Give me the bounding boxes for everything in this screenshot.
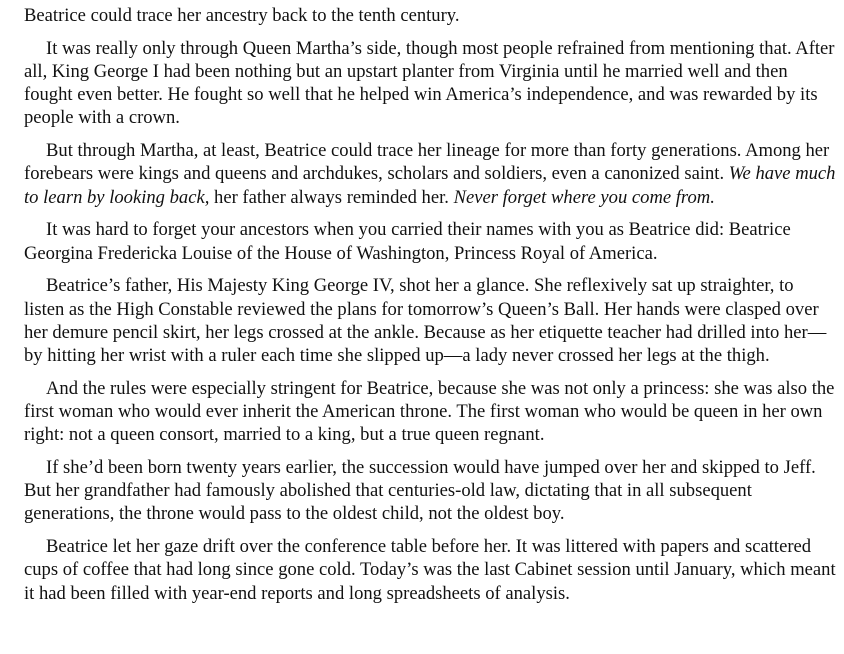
paragraph-text: And the rules were especially stringent for Beatrice, because she was not only a princess: she was also the first woman who would ever inherit the American throne. The first woman who would be queen in her own right: not a queen consort, married to a king, but a true queen regnant. (24, 377, 835, 446)
italic-quote: We have much to learn by looking back, (24, 163, 836, 208)
paragraph-text: Beatrice’s father, His Majesty King George IV, shot her a glance. She reflexively sat up straighter, to listen as the High Constable reviewed the plans for tomorrow’s Queen’s Ball. Her hands were clasped over her demure pencil skirt, her legs crossed at the ankle. Because as her etiquette teacher had drilled into her—by hitting her wrist with a ruler each time she slipped up—a lady never crossed her legs at the thigh. (24, 275, 827, 367)
paragraph-2 (24, 37, 836, 130)
italic-quote: Never forget where you come from. (453, 186, 715, 208)
paragraph-text: But through Martha, at least, Beatrice could trace her lineage for more than forty generations. Among her forebears were kings and queens and archdukes, scholars and soldiers, even a canonized saint. (24, 140, 830, 185)
document-page (24, 4, 836, 614)
paragraph-text: It was hard to forget your ancestors when you carried their names with you as Beatrice did: Beatrice Georgina Fredericka Louise of the House of Washington, Princess Royal of America. (24, 219, 791, 264)
paragraph-text: Beatrice let her gaze drift over the conference table before her. It was littered with papers and scattered cups of coffee that had long since gone cold. Today’s was the last Cabinet session until January, which meant it had been filled with year-end reports and long spreadsheets of analysis. (24, 536, 836, 604)
paragraph-8 (24, 535, 836, 605)
paragraph-text: her father always reminded her. (209, 186, 454, 208)
paragraph-text: It was really only through Queen Martha’s side, though most people refrained from mentioning that. After all, King George I had been nothing but an upstart planter from Virginia until he married well and then fought even better. He fought so well that he helped win America’s independence, and was rewarded by its people with a crown. (24, 37, 835, 129)
paragraph-text: Beatrice could trace her ancestry back to the tenth century. (24, 5, 460, 26)
paragraph-6 (24, 377, 836, 447)
paragraph-4 (24, 218, 836, 264)
paragraph-3 (24, 139, 836, 209)
paragraph-1 (24, 4, 836, 27)
paragraph-text: If she’d been born twenty years earlier, the succession would have jumped over her and skipped to Jeff. But her grandfather had famously abolished that centuries-old law, dictating that in all subsequent generations, the throne would pass to the oldest child, not the oldest boy. (24, 457, 816, 525)
paragraph-7 (24, 456, 836, 526)
paragraph-5 (24, 274, 836, 367)
